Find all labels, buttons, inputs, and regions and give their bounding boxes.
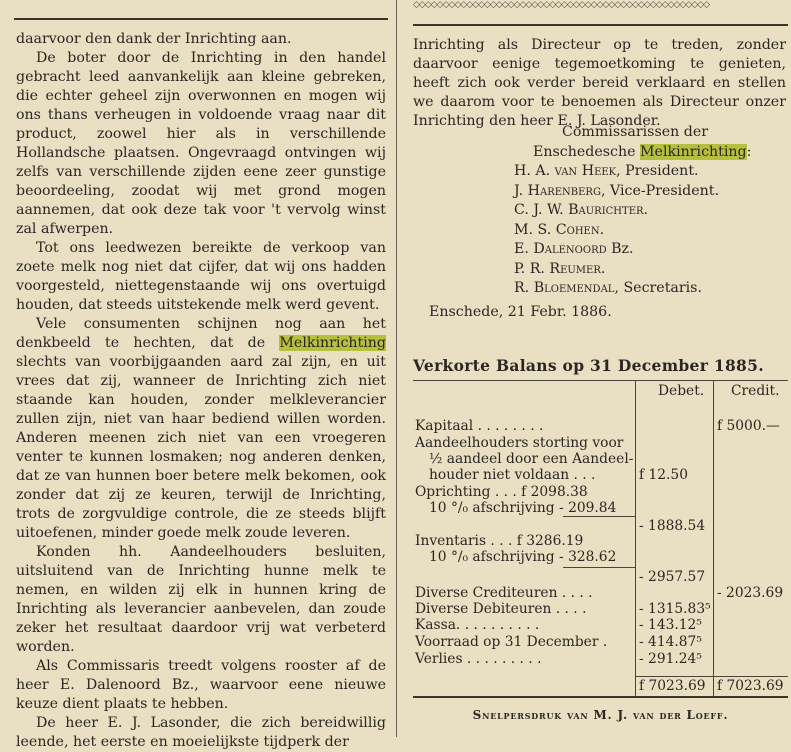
paragraph: [16, 315, 386, 543]
balance-row-debet: f 12.50: [639, 467, 688, 483]
signatory-list: [413, 162, 786, 299]
paragraph: [16, 30, 386, 49]
table-col-divider-credit: [713, 380, 714, 696]
signatory: [413, 162, 786, 182]
debet-header: Debet.: [658, 383, 705, 399]
signatory-initials: E.: [514, 241, 534, 257]
paragraph-text: Konden hh. Aandeelhouders besluiten, uitsluitend van de Inrichting hunne melk te nemen, en wilden zij elk in hunnen kring de Inrichting als leverancier aanbevelen, dan zoude zeker het resultaat daardoor vrij wat verbeterd worden.: [16, 544, 386, 655]
signatory: [413, 201, 786, 221]
signatory-role: , President.: [616, 163, 699, 179]
balance-row-label: Kassa. . . . . . . . . .: [415, 617, 540, 633]
directeur-paragraph: [413, 36, 786, 131]
right-column: [405, 0, 786, 737]
signatory-name: van Heek: [554, 163, 617, 179]
paragraph-text: De heer E. J. Lasonder, die zich bereidwillig leende, het eerste en moeielijkste tijdperk der: [16, 715, 386, 750]
signature-heading-1: Commissarissen der: [562, 124, 709, 140]
left-column: [14, 0, 388, 750]
paragraph-text: De boter door de Inrichting in den handel gebracht leed aanvankelijk aan kleine gebreken, die echter geheel zijn overwonnen en mogen wij ons thans verheugen in voldoende vraag naar dit product, zoowel hier als in verschillende Hollandsche plaatsen. Ongevraagd ontvingen wij zelfs van verschillende zijden eene zeer gunstige beoordeeling, zoodat wij met grond mogen aannemen, dat ook deze tak voor 't vervolg winst zal afwerpen.: [16, 50, 386, 237]
signatory-name: Dalenoord: [533, 241, 607, 257]
subtotal-rule: [563, 567, 635, 568]
total-credit: f 7023.69: [717, 678, 784, 694]
signature-block: [413, 123, 786, 322]
signatory-name: Bloemendal: [533, 280, 615, 296]
balance-row-label: Verlies . . . . . . . . .: [415, 651, 542, 667]
totals-rule: [635, 676, 788, 677]
balance-row-debet: - 291.24⁵: [639, 651, 702, 667]
balance-row-label: Inventaris . . . f 3286.19: [415, 533, 584, 549]
signatory-name: Harenberg: [527, 182, 601, 199]
balance-row-label: 10 °/₀ afschrijving - 209.84: [429, 500, 617, 516]
signatory: [413, 240, 786, 260]
signature-heading-2: [413, 143, 786, 163]
balance-row-credit: f 5000.—: [717, 418, 780, 434]
paragraph: [16, 657, 386, 714]
balance-row-label: houder niet voldaan . . .: [429, 467, 596, 483]
place-date: Enschede, 21 Febr. 1886.: [429, 303, 612, 320]
signatory-initials: J.: [514, 182, 528, 199]
balance-row-label: Diverse Debiteuren . . . .: [415, 601, 587, 617]
credit-header: Credit.: [731, 383, 780, 399]
signatory-role: , Secretaris.: [614, 280, 702, 296]
balance-row-label: Oprichting . . . f 2098.38: [415, 484, 588, 500]
signatory-initials: M. S.: [514, 221, 556, 238]
signatory-role: .: [599, 221, 605, 238]
intro-text: Inrichting als Directeur op te treden, zonder daarvoor eenige tegemoetkoming te genieten, heeft zich ook verder bereid verklaard en stellen we daarom voor te benoemen als Directeur onzer Inrichting den heer E. J. Lasonder.: [413, 37, 786, 129]
paragraph-text: slechts van voorbijgaanden aard zal zijn, en uit vrees dat zij, wanneer de Inrichting zich niet staande kan houden, zonder melkleverancier zullen zijn, niet van haar bediend willen worden. Anderen meenen zich niet van een vroegeren venter te kunnen losmaken; nog anderen denken, dat ze van hunnen boer betere melk bekomen, ook zonder dat zij ze keuren, terwijl de Inrichting, trots de zorgvuldige controle, die ze steeds blijft uitoefenen, minder goede melk zoude leveren.: [16, 354, 386, 541]
total-debet: f 7023.69: [639, 678, 706, 694]
signatory-name: Reumer: [549, 260, 601, 277]
signatory-initials: R.: [514, 280, 534, 296]
balance-row-label: Aandeelhouders storting voor: [415, 435, 624, 451]
table-col-divider-debet: [635, 380, 636, 696]
balance-row-debet: - 1315.83⁵: [639, 601, 711, 617]
paragraph-text: daarvoor den dank der Inrichting aan.: [16, 31, 292, 47]
paragraph: [16, 543, 386, 657]
balance-title: Verkorte Balans op 31 December 1885.: [413, 356, 764, 375]
signatory-initials: P. R.: [514, 260, 550, 277]
bottom-rule: [413, 696, 788, 698]
signatory-name: Baurichter: [568, 202, 644, 218]
balance-row-debet: - 1888.54: [639, 518, 706, 534]
highlighted-term: Melkinrichting: [640, 143, 747, 160]
signature-heading-company: Enschedesche: [533, 143, 641, 160]
signatory-role: , Vice-President.: [600, 182, 720, 199]
subtotal-rule: [563, 516, 635, 517]
paragraph: [16, 49, 386, 239]
paragraph-text: Vele consumenten schijnen nog aan het denkbeeld te hechten, dat de: [16, 316, 386, 351]
balance-row-label: ½ aandeel door een Aandeel-: [429, 451, 634, 467]
paragraph: [16, 239, 386, 315]
balance-row-label: Kapitaal . . . . . . . .: [415, 418, 544, 434]
signatory: [413, 279, 786, 299]
signatory: [413, 221, 786, 241]
signatory: [413, 182, 786, 202]
signature-heading-colon: :: [746, 143, 752, 160]
signatory-initials: C. J. W.: [514, 202, 569, 218]
top-rule-right: [413, 24, 788, 26]
balance-row-debet: - 143.12⁵: [639, 617, 702, 633]
paragraph-text: Als Commissaris treedt volgens rooster af de heer E. Dalenoord Bz., waarvoor eene nieuwe keuze dient plaats te hebben.: [16, 658, 386, 712]
balance-row-label: 10 °/₀ afschrijving - 328.62: [429, 549, 617, 565]
signatory-role: .: [643, 202, 649, 218]
table-top-rule: [413, 380, 788, 381]
left-column-text: [16, 30, 386, 752]
column-divider: [396, 0, 397, 737]
highlighted-term: Melkinrichting: [279, 335, 386, 351]
signatory-name: Cohen: [555, 221, 600, 238]
balance-row-debet: - 414.87⁵: [639, 634, 702, 650]
balance-table: [413, 380, 788, 696]
balance-row-label: Voorraad op 31 December .: [415, 634, 608, 650]
signatory-initials: H. A.: [514, 163, 555, 179]
balance-row-debet: - 2957.57: [639, 569, 706, 585]
ornamental-border: ◇◇◇◇◇◇◇◇◇◇◇◇◇◇◇◇◇◇◇◇◇◇◇◇◇◇◇◇◇◇◇◇◇◇◇◇◇◇◇◇◇◇◇◇◇◇◇◇◇◇: [413, 0, 710, 10]
signatory-role: Bz.: [606, 241, 634, 257]
signatory-role: .: [600, 260, 606, 277]
paragraph-text: Tot ons leedwezen bereikte de verkoop van zoete melk nog niet dat cijfer, dat wij ons hadden voorgesteld, niettegenstaande wij ons overtuigd houden, dat steeds uitstekende melk werd gevent.: [16, 240, 386, 313]
paragraph: [16, 714, 386, 752]
balance-row-label: Diverse Crediteuren . . . .: [415, 585, 593, 601]
balance-row-credit: - 2023.69: [717, 585, 784, 601]
signatory: [413, 260, 786, 280]
top-rule-left: [14, 18, 388, 20]
printer-footer: Snelpersdruk van M. J. van der Loeff.: [472, 708, 729, 722]
